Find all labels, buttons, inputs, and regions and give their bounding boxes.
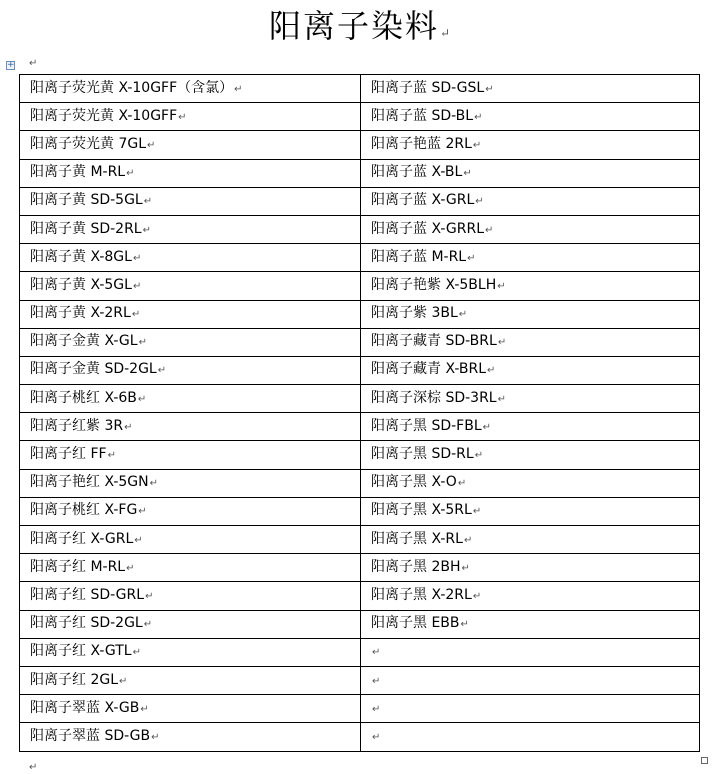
table-cell-left[interactable] [20,469,361,497]
cell-end-mark: ↵ [132,280,142,292]
cell-end-mark: ↵ [107,450,116,462]
cell-end-mark: ↵ [134,534,143,546]
table-cell-right[interactable] [361,441,700,469]
dye-name: 阳离子红 M-RL [30,558,126,575]
table-cell-left[interactable] [20,328,361,356]
dye-name: 阳离子深棕 SD-3RL [371,389,497,406]
dye-name: 阳离子红 X-GRL [30,530,134,547]
table-row [20,666,700,694]
table-cell-right[interactable] [361,131,700,159]
paragraph-mark: ↵ [29,762,38,773]
table-cell-right[interactable] [361,272,700,300]
dye-name: 阳离子黑 SD-FBL [371,417,482,434]
table-row [20,159,700,187]
table-cell-right[interactable] [361,666,700,694]
table-cell-left[interactable] [20,666,361,694]
table-row [20,131,700,159]
dye-name: 阳离子黄 SD-2RL [30,220,142,237]
dye-name: 阳离子桃红 X-FG [30,502,138,519]
dye-name: 阳离子黑 X-2RL [371,586,472,603]
dye-name: 阳离子蓝 SD-GSL [371,79,485,96]
cell-end-mark: ↵ [472,590,482,602]
table-cell-right[interactable] [361,469,700,497]
table-row [20,610,700,638]
table-cell-left[interactable] [20,497,361,525]
dye-name: 阳离子蓝 X-GRRL [371,220,485,237]
dye-name: 阳离子蓝 SD-BL [371,107,474,124]
dye-name: 阳离子藏青 X-BRL [371,361,487,378]
table-cell-left[interactable] [20,610,361,638]
cell-end-mark: ↵ [472,139,482,151]
paragraph-mark: ↵ [29,58,38,69]
dye-name: 阳离子荧光黄 X-10GFF [30,107,178,124]
table-cell-right[interactable] [361,75,700,103]
cell-end-mark: ↵ [372,647,381,659]
cell-end-mark: ↵ [132,252,142,264]
cell-end-mark: ↵ [487,365,496,377]
cell-end-mark: ↵ [132,647,141,659]
table-row [20,638,700,666]
table-cell-right[interactable] [361,215,700,243]
dye-name: 阳离子红 2GL [30,671,119,688]
table-row [20,300,700,328]
table-row [20,497,700,525]
dye-name: 阳离子荧光黄 X-10GFF（含氯） [30,79,234,96]
table-cell-left[interactable] [20,385,361,413]
dye-name: 阳离子黄 M-RL [30,164,126,181]
cell-end-mark: ↵ [126,562,135,574]
table-cell-left[interactable] [20,187,361,215]
table-cell-right[interactable] [361,723,700,751]
table-cell-right[interactable] [361,638,700,666]
cell-end-mark: ↵ [119,675,128,687]
dye-name: 阳离子红 X-GTL [30,643,132,660]
table-cell-left[interactable] [20,723,361,751]
cell-end-mark: ↵ [485,83,494,95]
cell-end-mark: ↵ [143,196,153,208]
dye-name: 阳离子红 SD-2GL [30,615,143,632]
cell-end-mark: ↵ [461,562,470,574]
dye-name: 阳离子蓝 X-GRL [371,192,475,209]
table-cell-left[interactable] [20,526,361,554]
cell-end-mark: ↵ [457,478,467,490]
table-row [20,272,700,300]
table-cell-left[interactable] [20,159,361,187]
paragraph-mark: ↵ [439,26,453,40]
dye-name: 阳离子翠蓝 X-GB [30,699,140,716]
cell-end-mark: ↵ [474,450,484,462]
cell-end-mark: ↵ [472,506,482,518]
dye-name: 阳离子红紫 3R [30,417,124,434]
cell-end-mark: ↵ [143,619,153,631]
table-row [20,413,700,441]
table-cell-right[interactable] [361,610,700,638]
dye-name: 阳离子金黄 X-GL [30,333,138,350]
cell-end-mark: ↵ [372,731,381,743]
table-move-handle-icon[interactable]: + [7,60,15,70]
table-cell-left[interactable] [20,695,361,723]
dye-name: 阳离子黑 SD-RL [371,446,474,463]
cell-end-mark: ↵ [474,111,483,123]
table-cell-left[interactable] [20,300,361,328]
table-cell-right[interactable] [361,159,700,187]
cell-end-mark: ↵ [372,703,381,715]
dye-name: 阳离子藏青 SD-BRL [371,333,497,350]
document-title: 阳离子染料↵ [268,7,453,45]
dye-table [19,74,700,752]
table-cell-left[interactable] [20,413,361,441]
dye-name: 阳离子艳紫 X-5BLH [371,276,497,293]
cell-end-mark: ↵ [140,703,149,715]
table-cell-left[interactable] [20,215,361,243]
cell-end-mark: ↵ [497,393,506,405]
table-cell-right[interactable] [361,526,700,554]
table-row [20,723,700,751]
table-cell-right[interactable] [361,497,700,525]
table-cell-left[interactable] [20,582,361,610]
cell-end-mark: ↵ [131,309,141,321]
cell-end-mark: ↵ [463,168,472,180]
cell-end-mark: ↵ [178,111,187,123]
cell-end-mark: ↵ [149,478,159,490]
table-cell-right[interactable] [361,328,700,356]
dye-name: 阳离子黄 SD-5GL [30,192,143,209]
cell-end-mark: ↵ [151,731,160,743]
cell-end-mark: ↵ [142,224,151,236]
table-row [20,554,700,582]
cell-end-mark: ↵ [138,506,147,518]
table-cell-right[interactable] [361,413,700,441]
cell-end-mark: ↵ [138,337,147,349]
table-cell-left[interactable] [20,638,361,666]
table-row [20,103,700,131]
cell-end-mark: ↵ [234,83,243,95]
cell-end-mark: ↵ [460,619,469,631]
table-cell-right[interactable] [361,385,700,413]
table-cell-left[interactable] [20,441,361,469]
table-resize-handle-icon[interactable] [701,757,708,764]
dye-name: 阳离子红 SD-GRL [30,586,145,603]
dye-name: 阳离子荧光黄 7GL [30,135,147,152]
cell-end-mark: ↵ [372,675,381,687]
dye-name: 阳离子金黄 SD-2GL [30,361,157,378]
table-cell-right[interactable] [361,582,700,610]
table-cell-right[interactable] [361,356,700,384]
dye-name: 阳离子黄 X-5GL [30,276,132,293]
dye-name: 阳离子桃红 X-6B [30,389,137,406]
table-cell-left[interactable] [20,554,361,582]
table-row [20,215,700,243]
dye-name: 阳离子翠蓝 SD-GB [30,727,151,744]
table-cell-left[interactable] [20,356,361,384]
table-row [20,328,700,356]
dye-name: 阳离子黑 X-O [371,474,457,491]
cell-end-mark: ↵ [467,252,476,264]
cell-end-mark: ↵ [147,139,156,151]
dye-name: 阳离子蓝 X-BL [371,164,463,181]
cell-end-mark: ↵ [157,365,167,377]
table-row [20,385,700,413]
table-cell-right[interactable] [361,187,700,215]
table-row [20,582,700,610]
dye-name: 阳离子黄 X-8GL [30,248,132,265]
dye-name: 阳离子艳蓝 2RL [371,135,472,152]
table-cell-right[interactable] [361,244,700,272]
table-cell-right[interactable] [361,554,700,582]
dye-name: 阳离子黑 X-5RL [371,502,472,519]
cell-end-mark: ↵ [475,196,484,208]
dye-name: 阳离子红 FF [30,446,107,463]
table-row [20,526,700,554]
cell-end-mark: ↵ [145,590,154,602]
cell-end-mark: ↵ [497,337,507,349]
dye-name: 阳离子艳红 X-5GN [30,474,149,491]
table-row [20,244,700,272]
table-row [20,695,700,723]
dye-name: 阳离子黄 X-2RL [30,305,131,322]
cell-end-mark: ↵ [482,421,492,433]
table-cell-left[interactable] [20,131,361,159]
dye-name: 阳离子紫 3BL [371,305,458,322]
dye-name: 阳离子黑 EBB [371,615,460,632]
cell-end-mark: ↵ [463,534,473,546]
cell-end-mark: ↵ [485,224,494,236]
cell-end-mark: ↵ [458,309,468,321]
table-row [20,469,700,497]
table-row [20,75,700,103]
cell-end-mark: ↵ [124,421,133,433]
dye-name: 阳离子蓝 M-RL [371,248,467,265]
dye-name: 阳离子黑 X-RL [371,530,463,547]
table-cell-left[interactable] [20,244,361,272]
cell-end-mark: ↵ [126,168,135,180]
cell-end-mark: ↵ [497,280,506,292]
table-cell-left[interactable] [20,103,361,131]
table-cell-left[interactable] [20,272,361,300]
table-row [20,187,700,215]
dye-name: 阳离子黑 2BH [371,558,461,575]
table-cell-right[interactable] [361,103,700,131]
table-cell-right[interactable] [361,300,700,328]
table-cell-left[interactable] [20,75,361,103]
table-row [20,441,700,469]
cell-end-mark: ↵ [137,393,147,405]
table-cell-right[interactable] [361,695,700,723]
table-row [20,356,700,384]
